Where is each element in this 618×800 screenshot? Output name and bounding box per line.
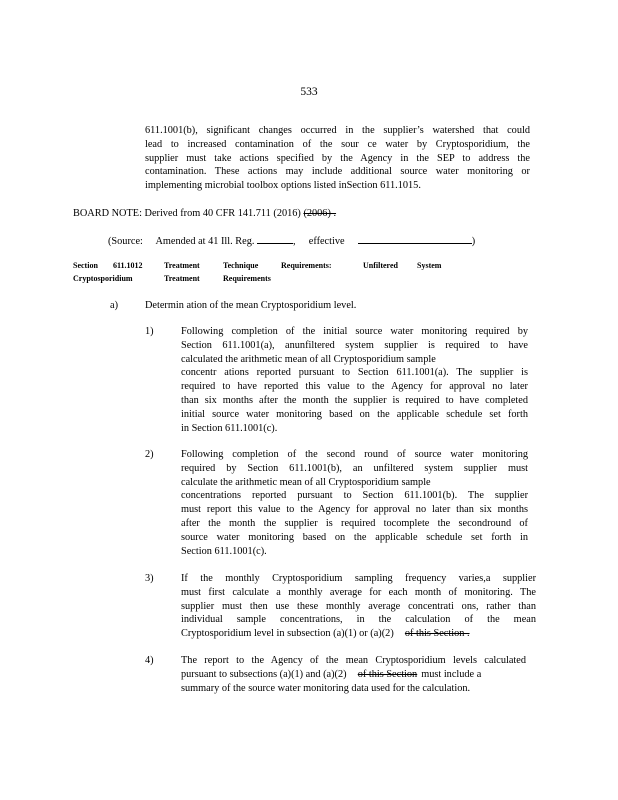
item-line: If the monthly Cryptosporidium sampling frequency varies,a supplier bbox=[181, 573, 536, 584]
effective-date-blank bbox=[358, 234, 472, 244]
item-3-paragraph bbox=[181, 572, 536, 641]
struck-text: of this Section bbox=[357, 668, 418, 680]
item-4-text: pursuant to subsections (a)(1) and (a)(2) bbox=[181, 668, 347, 680]
source-amended: Amended at 41 Ill. Reg. bbox=[155, 236, 255, 247]
intro-line: implementing microbial toolbox options listed inSection 611.1015. bbox=[145, 180, 421, 192]
item-label: 1) bbox=[145, 326, 154, 337]
item-line: in Section 611.1001(c). bbox=[181, 422, 278, 434]
item-line: must first calculate a monthly average for each month of monitoring. The bbox=[181, 586, 536, 598]
item-3-text: Cryptosporidium level in subsection (a)(1) or (a)(2) bbox=[181, 628, 394, 640]
item-line: Section 611.1001(a), anunfiltered system supplier is required to have bbox=[181, 339, 528, 351]
board-note-struck: (2006) . bbox=[303, 208, 337, 219]
item-line: summary of the source water monitoring data used for the calculation. bbox=[181, 682, 471, 694]
item-line: must report this value to the Agency for approval no later than six months bbox=[181, 504, 528, 516]
item-line: Section 611.1001(c). bbox=[181, 545, 267, 557]
heading-word: Treatment bbox=[164, 274, 200, 283]
source-comma: , bbox=[293, 236, 296, 247]
intro-paragraph bbox=[145, 124, 530, 193]
item-label: 3) bbox=[145, 573, 154, 584]
subsection-a-title: Determin ation of the mean Cryptosporidium level. bbox=[145, 300, 357, 311]
item-2-paragraph bbox=[181, 448, 528, 558]
item-line: individual sample concentrations, in the calculation of the mean bbox=[181, 614, 536, 626]
subsection-a-label: a) bbox=[110, 300, 118, 311]
item-line-last bbox=[181, 627, 536, 641]
heading-word: Requirements bbox=[223, 274, 271, 283]
heading-word: 611.1012 bbox=[113, 261, 143, 270]
item-line-mixed bbox=[181, 668, 526, 682]
heading-word: System bbox=[417, 261, 442, 270]
item-line: required to have reported this value to the Agency for approval no later bbox=[181, 381, 528, 393]
board-note bbox=[73, 207, 336, 221]
item-line: initial source water monitoring based on the applicable schedule set forth bbox=[181, 408, 528, 420]
heading-word: Unfiltered bbox=[363, 261, 398, 270]
heading-word: Cryptosporidium bbox=[73, 274, 133, 283]
item-line: concentr ations reported pursuant to Section 611.1001(a). The supplier is bbox=[181, 367, 528, 379]
intro-line: contamination. These actions may include additional source water monitoring or bbox=[145, 166, 530, 178]
source-prefix: (Source: bbox=[108, 236, 143, 247]
item-line: than six months after the month the supplier is required to have completed bbox=[181, 394, 528, 406]
item-line: concentrations reported pursuant to Section 611.1001(b). The supplier bbox=[181, 490, 528, 502]
item-line: required by Section 611.1001(b), an unfiltered system supplier must bbox=[181, 462, 528, 474]
source-note bbox=[108, 234, 475, 249]
item-line: calculated the arithmetic mean of all Cryptosporidium sample bbox=[181, 353, 436, 365]
heading-word: Treatment bbox=[164, 261, 200, 270]
item-4-paragraph bbox=[181, 654, 526, 695]
item-line: Following completion of the initial source water monitoring required by bbox=[181, 326, 528, 337]
page-number: 533 bbox=[300, 86, 318, 98]
item-4-text-after: must include a bbox=[421, 668, 482, 680]
item-label: 2) bbox=[145, 449, 154, 460]
intro-line: lead to increased contamination of the sour ce water by Cryptosporidium, the bbox=[145, 138, 530, 150]
intro-line: supplier must take actions specified by the Agency in the SEP to address the bbox=[145, 152, 530, 164]
section-heading bbox=[73, 259, 453, 285]
item-line: source water monitoring based on the applicable schedule set forth in bbox=[181, 531, 528, 543]
item-1-paragraph bbox=[181, 325, 528, 435]
volume-blank bbox=[257, 234, 293, 244]
board-note-text: BOARD NOTE: Derived from 40 CFR 141.711 (2016) bbox=[73, 208, 301, 219]
item-line: The report to the Agency of the mean Cryptosporidium levels calculated bbox=[181, 655, 526, 666]
item-line: supplier must then use these monthly average concentrati ons, rather than bbox=[181, 600, 536, 612]
struck-text: of this Section . bbox=[404, 628, 470, 640]
heading-word: Section bbox=[73, 261, 98, 270]
source-close: ) bbox=[471, 236, 476, 247]
intro-line: 611.1001(b), significant changes occurred in the supplier’s watershed that could bbox=[145, 125, 530, 136]
item-line: Following completion of the second round of source water monitoring bbox=[181, 449, 528, 460]
heading-word: Technique bbox=[223, 261, 259, 270]
source-effective: effective bbox=[308, 236, 345, 247]
item-line: after the month the supplier is required tocomplete the secondround of bbox=[181, 517, 528, 529]
heading-word: Requirements: bbox=[281, 261, 332, 270]
item-line: calculate the arithmetic mean of all Cryptosporidium sample bbox=[181, 476, 431, 488]
item-label: 4) bbox=[145, 655, 154, 666]
